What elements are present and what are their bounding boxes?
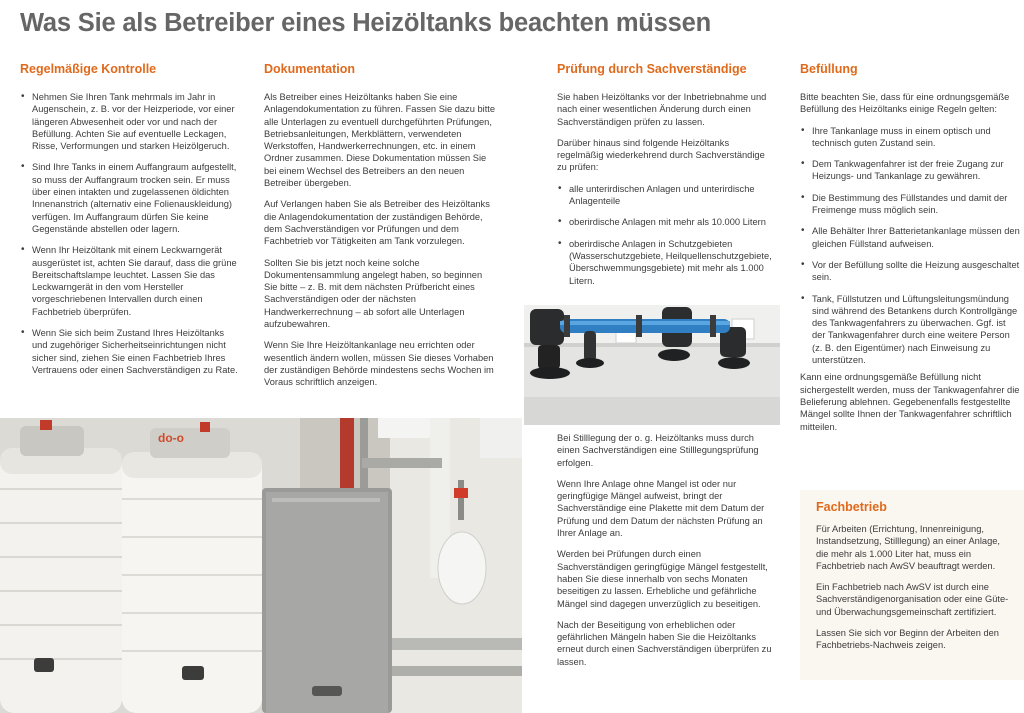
section-fachbetrieb — [816, 500, 1014, 661]
oil-tank-middle — [122, 428, 262, 713]
befuellung-list — [800, 125, 1020, 367]
kontrolle-list — [20, 91, 242, 376]
paragraph: Werden bei Prüfungen durch einen Sachverständigen geringfügige Mängel festgestellt, haben Sie diese innerhalb von sechs Monaten beseitigen zu lassen. Erhebliche und gefährliche Mängel sind dagegen unverzüglich zu beseitigen. — [557, 549, 768, 609]
section-pruefung-continued — [557, 432, 777, 677]
tank-fitting-illustration — [524, 305, 780, 425]
paragraph: Kann eine ordnungsgemäße Befüllung nicht sichergestellt werden, muss der Tankwagenfahrer die Belieferung ablehnen. Gegebenenfalls festgestellte Mängel sollte Ihnen der Tankwagenfahrer schriftlich mitteilen. — [800, 372, 1020, 432]
list-item: • Die Bestimmung des Füllstandes und damit der Freimenge muss möglich sein. — [800, 192, 1020, 217]
list-item: • Dem Tankwagenfahrer ist der freie Zugang zur Heizungs- und Tankanlage zu gewähren. — [800, 158, 1020, 183]
paragraph: Wenn Sie Ihre Heizöltankanlage neu errichten oder wesentlich ändern wollen, müssen Sie dieses Vorhaben der zuständigen Behörde mindestens sechs Wochen im Voraus schriftlich anzeigen. — [264, 340, 494, 388]
paragraph: Nach der Beseitigung von erheblichen oder gefährlichen Mängeln haben Sie die Heizöltanks erneut durch einen Sachverständigen überprüfen zu lassen. — [557, 619, 772, 667]
section-heading: Befüllung — [800, 62, 858, 76]
tank-room-illustration — [0, 418, 522, 713]
list-item: • Ihre Tankanlage muss in einem optisch und technisch guten Zustand sein. — [800, 125, 1020, 150]
section-dokumentation — [264, 62, 496, 398]
list-item: • oberirdische Anlagen in Schutzgebieten (Wasserschutzgebiete, Heilquellenschutzgebiete, Überschwemmungsgebiete) mit mehr als 1.000 Litern. — [557, 238, 777, 287]
paragraph: Ein Fachbetrieb nach AwSV ist durch eine Sachverständigenorganisation oder eine Güte- und Überwachungsgemeinschaft zertifiziert. — [816, 582, 1009, 617]
paragraph: Bitte beachten Sie, dass für eine ordnungsgemäße Befüllung des Heizöltanks einige Regeln gelten: — [800, 92, 1010, 115]
oil-tank-left — [0, 426, 122, 713]
paragraph: Bei Stilllegung der o. g. Heizöltanks muss durch einen Sachverständigen eine Stilllegungsprüfung erfolgen. — [557, 433, 759, 468]
section-heading: Prüfung durch Sachverständige — [557, 62, 747, 76]
list-item: • Wenn Ihr Heizöltank mit einem Leckwarngerät ausgerüstet ist, achten Sie darauf, dass die grüne Bereitschaftslampe leuchtet. Lassen Sie das Leckwarngerät in den vom Hersteller vorgeschriebenen Intervallen durch einen Fachbetrieb überprüfen. — [20, 244, 242, 318]
paragraph: Lassen Sie sich vor Beginn der Arbeiten den Fachbetriebs-Nachweis zeigen. — [816, 628, 999, 651]
paragraph: Sollten Sie bis jetzt noch keine solche Dokumentensammlung angelegt haben, so beginnen Sie bitte – z. B. mit dem nächsten Prüfbericht eines Sachverständigen oder der nächsten Handwerkerrechnung – ab sofort alle Unterlagen aufzubewahren. — [264, 257, 483, 330]
tank-room-photo — [0, 418, 522, 713]
list-item: • alle unterirdischen Anlagen und unterirdische Anlagenteile — [557, 183, 777, 208]
list-item: • Tank, Füllstutzen und Lüftungsleitungsmündung sind während des Betankens durch Kontrollgänge des Tankwagenfahrers zu überwachen. Ggf. ist der Tankwagenfahrer durch eine weitere Person (z. B. den Eigentümer) nach Einweisung zu unterstützen. — [800, 293, 1020, 367]
list-item: • oberirdische Anlagen mit mehr als 10.000 Litern — [557, 216, 777, 228]
tank-fitting-photo — [524, 305, 780, 425]
list-item: • Wenn Sie sich beim Zustand Ihres Heizöltanks und zugehöriger Sicherheitseinrichtungen nicht sicher sind, ziehen Sie einen Fachbetrieb Ihres Vertrauens oder einen Sachverständigen zu Rate. — [20, 327, 242, 376]
page-title: Was Sie als Betreiber eines Heizöltanks beachten müssen — [20, 9, 711, 37]
section-pruefung — [557, 62, 777, 296]
section-befuellung — [800, 62, 1020, 442]
tank-logo: do-o — [158, 431, 184, 445]
section-kontrolle — [20, 62, 242, 385]
list-item: • Nehmen Sie Ihren Tank mehrmals im Jahr in Augenschein, z. B. vor der Heizperiode, vor einer längeren Abwesenheit oder vor und nach der Befüllung. Achten Sie auf eventuelle Leckagen, Risse, Verformungen und starken Heizölgeruch. — [20, 91, 242, 152]
list-item: • Vor der Befüllung sollte die Heizung ausgeschaltet sein. — [800, 259, 1020, 284]
paragraph: Als Betreiber eines Heizöltanks haben Sie eine Anlagendokumentation zu führen. Fassen Sie dazu bitte alle Unterlagen zu eventuell durchgeführten Prüfungen, Betriebsanleitungen, Merkblättern, verwendeten Werkstoffen, Handwerkerrechnungen, etc. in einem Ordner zusammen. Diese Dokumentation müssen Sie bei einem Wechsel des Betreibers an den neuen Betreiber übergeben. — [264, 92, 496, 189]
pruefung-list — [557, 183, 777, 287]
list-item: • Alle Behälter Ihrer Batterietankanlage müssen den gleichen Füllstand aufweisen. — [800, 225, 1020, 250]
list-item: • Sind Ihre Tanks in einem Auffangraum aufgestellt, so muss der Auffangraum trocken sein. Er muss über einen intakten und zugelassenen öldichten Innenanstrich (alternativ eine Folienauskleidung) verfügen. Im Auffangraum dürfen Sie keine Gegenstände abstellen oder lagern. — [20, 161, 242, 235]
section-heading: Dokumentation — [264, 62, 355, 76]
paragraph: Sie haben Heizöltanks vor der Inbetriebnahme und nach einer wesentlichen Änderung durch einen Sachverständigen prüfen zu lassen. — [557, 92, 767, 127]
paragraph: Auf Verlangen haben Sie als Betreiber des Heizöltanks die Anlagendokumentation der zuständigen Behörde, dem Sachverständigen vor Prüfungen und dem Fachbetrieb vor Tätigkeiten am Tank vorzulegen. — [264, 199, 490, 247]
paragraph: Wenn Ihre Anlage ohne Mangel ist oder nur geringfügige Mängel aufweist, bringt der Sachverständige eine Plakette mit dem Datum der Prüfung und dem Datum der nächsten Prüfung an Ihrer Anlage an. — [557, 478, 765, 539]
paragraph: Für Arbeiten (Errichtung, Innenreinigung, Instandsetzung, Stilllegung) an einer Anlage, die mehr als 1.000 Liter hat, muss ein Fachbetrieb nach AwSV beauftragt werden. — [816, 524, 1000, 571]
section-heading: Regelmäßige Kontrolle — [20, 62, 157, 76]
section-heading: Fachbetrieb — [816, 500, 887, 514]
paragraph: Darüber hinaus sind folgende Heizöltanks regelmäßig wiederkehrend durch Sachverständige zu prüfen: — [557, 137, 765, 173]
